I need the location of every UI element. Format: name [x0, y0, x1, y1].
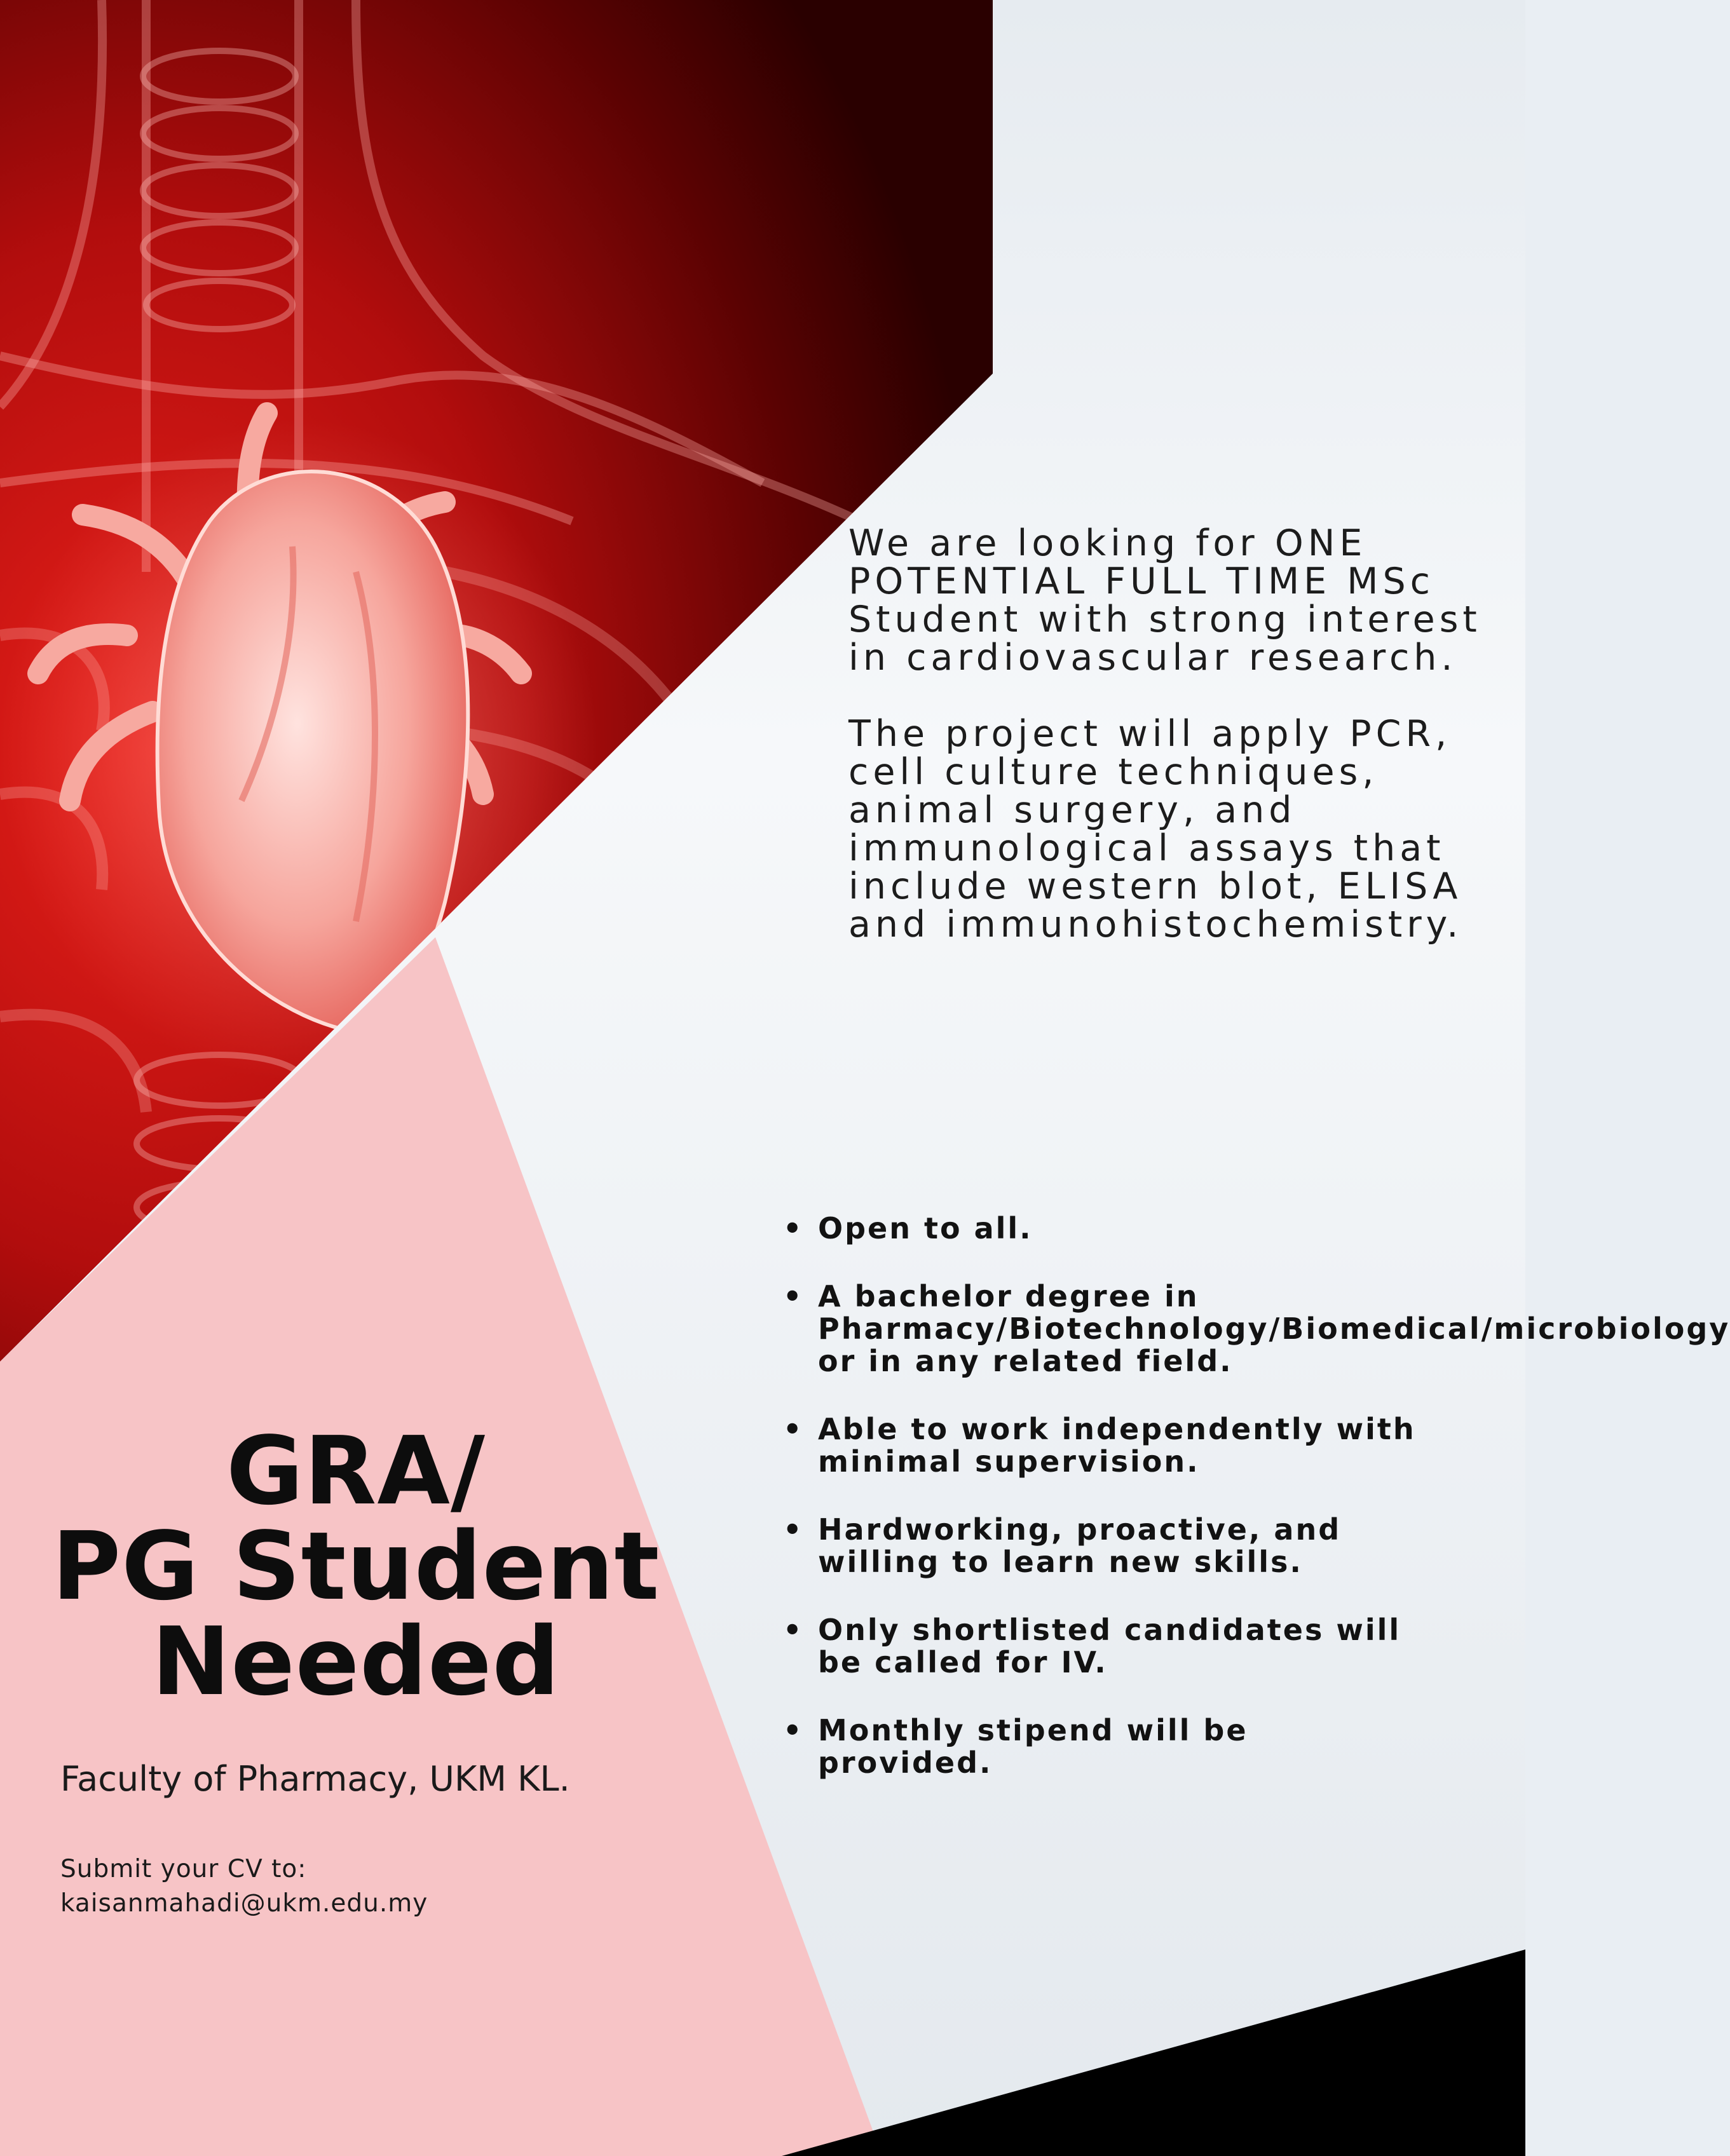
- intro-paragraph-1: We are looking for ONE POTENTIAL FULL TIME MSc Student with strong interest in cardiovascular research.: [848, 522, 1481, 679]
- requirement-item: [783, 1614, 1419, 1679]
- requirements-list: [783, 1211, 1730, 1815]
- bullet-icon: •: [783, 1512, 804, 1547]
- bullet-icon: •: [783, 1613, 804, 1647]
- requirement-text: Able to work independently with minimal supervision.: [818, 1412, 1416, 1479]
- intro-text: [848, 524, 1509, 944]
- requirement-text: Monthly stipend will be provided.: [818, 1713, 1248, 1780]
- intro-paragraph-2: The project will apply PCR, cell culture techniques, animal surgery, and immunological assays that include western blot, ELISA and immunohistochemistry.: [848, 713, 1463, 946]
- faculty-name: Faculty of Pharmacy, UKM KL.: [60, 1759, 570, 1799]
- headline-line-2: PG Student: [51, 1512, 660, 1621]
- bullet-icon: •: [783, 1412, 804, 1446]
- headline: [38, 1416, 674, 1716]
- requirement-item: [783, 1279, 1730, 1378]
- requirement-text: A bachelor degree in Pharmacy/Biotechnology/Biomedical/microbiology or in any related field.: [818, 1279, 1730, 1378]
- submit-email-link[interactable]: kaisanmahadi@ukm.edu.my: [60, 1889, 428, 1918]
- requirement-item: [783, 1714, 1419, 1779]
- requirement-item: [783, 1212, 1419, 1245]
- requirement-item: [783, 1413, 1419, 1478]
- headline-line-3: Needed: [151, 1607, 561, 1716]
- requirement-item: [783, 1514, 1419, 1578]
- bullet-icon: •: [783, 1279, 804, 1313]
- submit-info: [60, 1852, 428, 1921]
- bullet-icon: •: [783, 1713, 804, 1747]
- requirement-text: Hardworking, proactive, and willing to learn new skills.: [818, 1512, 1342, 1579]
- requirement-text: Only shortlisted candidates will be called for IV.: [818, 1613, 1401, 1679]
- bullet-icon: •: [783, 1211, 804, 1245]
- requirement-text: Open to all.: [818, 1211, 1033, 1245]
- submit-label: Submit your CV to:: [60, 1855, 307, 1883]
- headline-line-1: GRA/: [226, 1416, 486, 1526]
